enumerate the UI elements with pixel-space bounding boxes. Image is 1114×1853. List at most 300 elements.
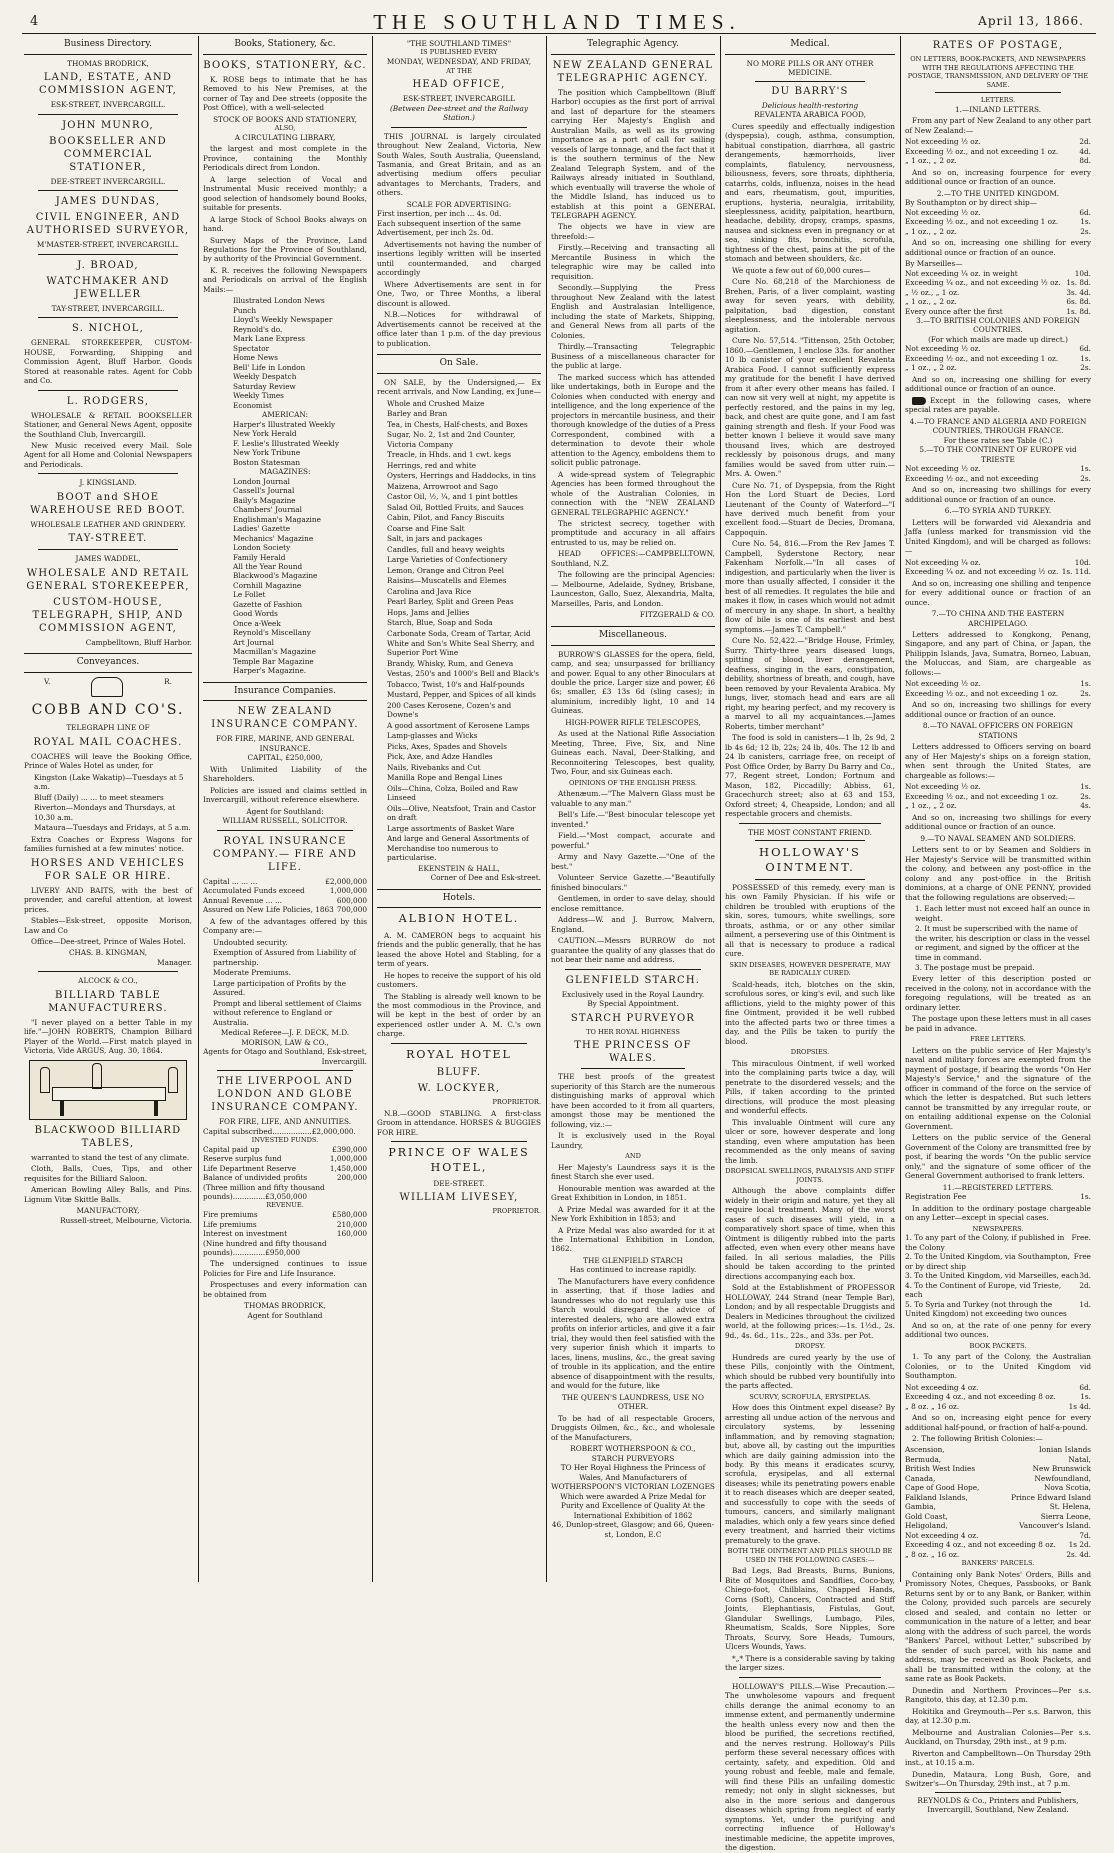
rate-heading: 4.—TO FRANCE AND ALGERIA AND FOREIGN COUNTRIES, THROUGH FRANCE. bbox=[909, 416, 1087, 436]
rate-row bbox=[905, 1192, 1091, 1201]
rate-body: 2. The following British Colonies:— bbox=[912, 1433, 1043, 1443]
rate-row bbox=[905, 227, 1091, 236]
press-opinion: Army and Navy Gazette.—"One of the best." bbox=[551, 852, 715, 871]
rate-heading: 9.—TO NAVAL SEAMEN AND SOLDIERS. bbox=[920, 833, 1076, 843]
coach-body: Stables—Esk-street, opposite Morison, Law and Co bbox=[24, 916, 192, 935]
newspaper-item: Weekly Despatch bbox=[233, 372, 297, 382]
rate-body: And so on, at the rate of one penny for every additional two ounces. bbox=[905, 1320, 1091, 1340]
colony-row bbox=[905, 1445, 1091, 1454]
rate-row-value: 1s. 8d. bbox=[1066, 306, 1091, 316]
goods-item: Large Varieties of Confectionery bbox=[387, 555, 508, 565]
rate-row bbox=[905, 1252, 1091, 1271]
ad-headline: CIVIL ENGINEER, AND AUTHORISED SURVEYOR, bbox=[26, 212, 190, 237]
rate-row-label: Exceeding ¼ oz., and not exceeding ½ oz. bbox=[905, 278, 1061, 288]
goods-item: Whole and Crushed Maize bbox=[387, 398, 485, 408]
goods-item: And large and General Assortments of Merchandise too numerous to particularise. bbox=[387, 834, 529, 863]
rate-heading: NEWSPAPERS. bbox=[972, 1224, 1024, 1233]
ad-subhead: DROPSIES. bbox=[790, 1048, 830, 1057]
rate-row bbox=[905, 147, 1091, 156]
newspaper-item: Lloyd's Weekly Newspaper bbox=[233, 315, 333, 325]
goods-item: Tobacco, Twist, 10's and Half-pounds bbox=[387, 679, 525, 689]
ad-subhead: SCALE FOR ADVERTISING: bbox=[406, 199, 512, 209]
ad-headline: DU BARRY'S bbox=[771, 85, 849, 97]
ad-name: J. KINGSLAND. bbox=[79, 478, 137, 488]
revenue-row-value: £580,000 bbox=[332, 1210, 367, 1220]
rate-row-label: Not exceeding ½ oz. bbox=[905, 464, 981, 474]
coach-headline: HORSES AND VEHICLES FOR SALE OR HIRE. bbox=[30, 857, 186, 882]
ad-subhead: CAPITAL, £250,000, bbox=[247, 753, 323, 763]
advantages-list bbox=[203, 938, 367, 1027]
hotel-proprietor-title: PROPRIETOR. bbox=[492, 1207, 541, 1216]
ad-name: S. NICHOL, bbox=[72, 323, 144, 335]
rate-table bbox=[905, 208, 1091, 236]
newspaper-item: Illustrated London News bbox=[233, 296, 325, 306]
rate-row bbox=[905, 208, 1091, 217]
funds-row-value: 200,000 bbox=[336, 1173, 367, 1183]
ad-body: The objects we have in view are threefold:— bbox=[551, 222, 715, 241]
rate-body: And so on, increasing one shilling for every additional ounce or fraction of an ounce. bbox=[905, 238, 1091, 257]
magazine-item: Blackwood's Magazine bbox=[233, 571, 318, 581]
ad-line: Delicious health-restoring bbox=[761, 100, 859, 110]
hotel-body: N.B.—GOOD STABLING. A first-class Groom in attendance. HORSES & BUGGIES FOR HIRE. bbox=[377, 1108, 541, 1137]
funds-row-label: Balance of undivided profits bbox=[203, 1173, 308, 1183]
rate-row-value: 2s. bbox=[1080, 363, 1091, 373]
goods-item: Coarse and Fine Salt bbox=[387, 523, 465, 533]
rate-row bbox=[905, 1300, 1091, 1319]
ad-line: WHOLESALE LEATHER AND GRINDERY. bbox=[30, 519, 186, 529]
advantage-item: Moderate Premiums. bbox=[213, 968, 291, 978]
rate-row-label: 1. To any part of the Colony, if published in the Colony bbox=[905, 1233, 1065, 1252]
rate-body: And so on, increasing two shillings for every additional ounce or fraction of an ounce. bbox=[905, 812, 1091, 832]
column-medical bbox=[725, 36, 895, 1853]
magazine-item: Cassell's Journal bbox=[233, 486, 295, 496]
ad-body: ON SALE, by the Undersigned,— Ex recent arrivals, and Now Landing, ex June— bbox=[377, 377, 541, 397]
rate-row-label: 2. To the United Kingdom, via Southampton, or by direct ship bbox=[905, 1252, 1070, 1271]
rate-row-value: 1s. bbox=[1080, 217, 1091, 227]
mail-departures-list bbox=[905, 1686, 1091, 1789]
goods-item: Candles, full and heavy weights bbox=[387, 544, 505, 554]
rate-table bbox=[905, 464, 1091, 483]
ad-subhead: THE GLENFIELD STARCH bbox=[583, 1255, 683, 1265]
ad-name: THOMAS BRODRICK, bbox=[67, 58, 149, 68]
ad-body: Address—W. and J. Burrow, Malvern, England. bbox=[551, 915, 715, 934]
coach-body: Office—Dee-street, Prince of Wales Hotel. bbox=[31, 937, 186, 946]
mail-departure: Dunedin, Mataura, Long Bush, Gore, and Switzer's—On Thursday, 29th inst., at 7 p.m. bbox=[905, 1769, 1091, 1789]
rate-row-label: Exceeding ½ oz., and not exceeding bbox=[905, 473, 1039, 483]
ad-headline: LAND, ESTATE, AND COMMISSION AGENT, bbox=[39, 72, 177, 97]
capital-row-label: Annual Revenue ... ... bbox=[203, 895, 282, 905]
rate-row bbox=[905, 679, 1091, 688]
magazine-item: Harper's Magazine. bbox=[233, 666, 307, 676]
rate-table bbox=[905, 137, 1091, 165]
coach-route: Riverton—Mondays and Thursdays, at 10.30 a.m. bbox=[34, 803, 176, 822]
ad-headline: STOCK OF BOOKS AND STATIONERY, bbox=[213, 114, 357, 124]
column-divider bbox=[546, 36, 547, 1582]
hotel-body: A. M. CAMERON begs to acquaint his friends and the public generally, that he has leased the above Hotel and Stabling, for a term of years. bbox=[377, 930, 541, 969]
ad-headline: THE PRINCESS OF WALES. bbox=[574, 1040, 692, 1065]
rate-row-label: „ 1 oz., „ 2 oz. bbox=[905, 226, 957, 236]
goods-item: Carbonate Soda, Cream of Tartar, Acid bbox=[387, 628, 531, 638]
ad-body: As used at the National Rifle Association Meeting, Three, Five, Six, and Nine Guineas each. Naval, Deer-Stalking, and Reconnoitering Telescopes, best quality, Two, Four, and six Guineas each. bbox=[551, 729, 715, 777]
coach-signature: CHAS. B. KINGMAN, bbox=[68, 948, 148, 958]
rate-row-value: 3s. 4d. bbox=[1066, 287, 1091, 297]
magazine-item: Chambers' Journal bbox=[233, 505, 302, 515]
goods-item: Mustard, Pepper, and Spices of all kinds bbox=[387, 690, 537, 700]
ad-body: The following are the principal Agencies:— Melbourne, Adelaide, Sydney, Brisbane, Launceston, Gallo, Suez, Alexandria, Malta, Marseilles, Paris, and London. bbox=[551, 570, 715, 608]
masthead bbox=[0, 0, 1114, 32]
magazine-item: Englishman's Magazine bbox=[233, 514, 321, 524]
goods-item: Oils—China, Colza, Boiled and Raw Linseed bbox=[387, 783, 519, 803]
rate-row-label: Exceeding 4 oz., and not exceeding 8 oz. bbox=[905, 1392, 1056, 1402]
rate-heading: 2.—TO THE UNITED KINGDOM. bbox=[936, 188, 1060, 198]
newspaper-item: Home News bbox=[233, 353, 279, 363]
funds-row bbox=[203, 1154, 367, 1163]
mail-departure: Riverton and Campbelltown—On Thursday 29th inst., at 10.15 a.m. bbox=[905, 1748, 1091, 1768]
section-header: Books, Stationery, &c. bbox=[203, 36, 367, 55]
rate-row-value: 2s. 4d. bbox=[1066, 1549, 1091, 1559]
rate-row-label: Exceeding ½ oz., and not exceeding 1 oz. bbox=[905, 688, 1059, 698]
goods-item: Nails, Rivebanks and Cut bbox=[387, 762, 481, 772]
revenue-row-value: 210,000 bbox=[336, 1219, 367, 1229]
ad-subhead: REVENUE. bbox=[266, 1201, 304, 1210]
billiard-quote: "I never played on a better Table in my life."—JOHN ROBERTS, Champion Billiard Player of the World.—First match played in Victoria, Vide ARGUS, Aug. 30, 1864. bbox=[24, 1017, 192, 1056]
capital-row bbox=[203, 896, 367, 905]
rate-row-label: „ ½ oz., „ 1 oz. bbox=[905, 287, 960, 297]
rate-row-label: Not exceeding 4 oz. bbox=[905, 1382, 979, 1392]
billiard-body: Cloth, Balls, Cues, Tips, and other requisites for the Billiard Saloon. bbox=[24, 1164, 192, 1183]
rate-row-label: „ 1 oz., „ 2 oz. bbox=[905, 801, 957, 811]
goods-item: Starch, Blue, Soap and Soda bbox=[387, 618, 493, 628]
rate-row bbox=[905, 269, 1091, 278]
colony-row-label: Gambia, bbox=[905, 1502, 936, 1512]
rate-row-value: 1s. bbox=[1080, 782, 1091, 792]
ad-address: Campbelltown, Bluff Harbor. bbox=[85, 637, 192, 647]
ad-headline: NO MORE PILLS OR ANY OTHER MEDICINE. bbox=[746, 58, 874, 78]
ad-body: CAUTION.—Messrs BURROW do not guarantee the quality of any glasses that do not bear their name and address. bbox=[551, 936, 715, 965]
colony-row-value: Prince Edward Island bbox=[1011, 1492, 1091, 1502]
magazine-item: Le Follet bbox=[233, 590, 266, 600]
ad-body: To be had of all respectable Grocers, Druggists Oilmen, &c., &c., and wholesale of the Manufacturers, bbox=[551, 1413, 715, 1442]
ad-body: Cure No. 71, of Dyspepsia, from the Right Hon the Lord Stuart de Decies, Lord Lieutenant of the County of Waterford—"I have derived much benefit from your excellent food.—Stuart de Decies, Dromana, Cappoquin. bbox=[725, 480, 895, 537]
rate-body: And so on, increasing one shilling and tenpence for every additional ounce or fraction of an ounce. bbox=[905, 578, 1091, 607]
ad-line: Agent for Southland: bbox=[246, 806, 324, 816]
rate-body: And so on, increasing eight pence for every additional half-pound, or fraction of half-a-pound. bbox=[905, 1413, 1091, 1432]
billiard-headline: BLACKWOOD BILLIARD TABLES, bbox=[34, 1124, 182, 1149]
goods-item: Vestas, 250's and 1000's Bell and Black's bbox=[387, 669, 540, 679]
rate-row bbox=[905, 689, 1091, 698]
ad-name: J. BROAD, bbox=[77, 259, 139, 271]
funds-table bbox=[203, 1145, 367, 1183]
press-opinion: Athenæum.—"The Malvern Glass must be valuable to any man." bbox=[551, 789, 715, 808]
ad-name: JOHN MUNRO, bbox=[62, 119, 154, 131]
goods-item: Large assortments of Basket Ware bbox=[387, 823, 515, 833]
goods-item: Picks, Axes, Spades and Shovels bbox=[387, 741, 507, 751]
colony-row-label: Gold Coast, bbox=[905, 1511, 948, 1521]
ad-address: TAY-STREET, INVERCARGILL. bbox=[51, 303, 165, 313]
ad-body: *„* There is a considerable saving by taking the larger sizes. bbox=[725, 1653, 895, 1673]
regulations-list bbox=[905, 904, 1091, 972]
ad-body: HOLLOWAY'S PILLS.—Wise Precaution.—The unwholesome vapours and frequent chills derange the animal economy to an immense extent, and permanently undermine the health unless every now and then the blood be purified, the secretions rectified, and the nerves restrung. Holloway's Pills perform these several necessary offices with certainty, safety, and expedition. Old and young robust and feeble, male and female, will find these Pills an unfailing domestic remedy; not only in slight sicknesses, but also in the more serious and dangerous diseases which spring from neglect of early symptoms. Yet, under the purifying and correcting influence of Holloway's inestimable medicine, the appetite improves, the digestion. bbox=[725, 1681, 895, 1853]
rate-row bbox=[905, 782, 1091, 791]
newspaper-item: Weekly Times bbox=[233, 391, 284, 401]
regulation-item: 2. It must be superscribed with the name of the writer, his description or class in the vessel or regiment, and signed by the officer at the time in command. bbox=[915, 924, 1090, 962]
rate-row-value: 1s 2d. bbox=[1068, 1540, 1091, 1550]
column-divider bbox=[198, 36, 199, 1582]
ad-line: Each subsequent insertion of the same Advertisement, per inch 2s. 0d. bbox=[377, 218, 521, 238]
rate-row bbox=[905, 474, 1091, 483]
newspaper-item: New York Tribune bbox=[233, 448, 301, 458]
goods-item: Treacle, in Hhds. and 1 cwt. kegs bbox=[387, 450, 511, 460]
goods-item: Lemon, Orange and Citron Peel bbox=[387, 565, 504, 575]
ad-address: DEE-STREET INVERCARGILL. bbox=[50, 176, 166, 186]
ad-address: M'MASTER-STREET, INVERCARGILL. bbox=[36, 240, 180, 250]
ad-line: AND bbox=[625, 1152, 641, 1161]
ad-body: The strictest secrecy, together with promptitude and accuracy in all affairs entrusted to us, may be relied on. bbox=[551, 519, 715, 547]
capital-row-label: Capital ... ... ... bbox=[203, 876, 258, 886]
rate-heading: 1.—INLAND LETTERS. bbox=[954, 104, 1042, 114]
ad-line: Exclusively used in the Royal Laundry. bbox=[561, 989, 705, 999]
ad-headline: REVALENTA ARABICA FOOD, bbox=[754, 110, 866, 120]
coach-title: COBB AND CO'S. bbox=[31, 702, 185, 719]
hotel-body: The Stabling is already well known to be the most commodious in the Province, and will be kept in the best of order by an experienced ostler under A. M. C.'s own charge. bbox=[377, 991, 541, 1039]
hotel-body: He hopes to receive the support of his old customers. bbox=[377, 970, 541, 990]
colony-row-label: Ascension, bbox=[905, 1445, 945, 1455]
rate-row bbox=[905, 278, 1091, 287]
rate-row-label: Not exceeding ¼ oz. bbox=[905, 557, 981, 567]
rate-row-value: 1s. bbox=[1080, 464, 1091, 474]
magazine-item: Art Journal bbox=[233, 637, 274, 647]
ad-line: AT THE bbox=[446, 66, 472, 75]
coach-route: Kingston (Lake Wakatip)—Tuesdays at 5 a.m. bbox=[34, 772, 184, 792]
rate-row-value: 10d. bbox=[1074, 268, 1091, 278]
page-number: 4 bbox=[30, 14, 39, 29]
rate-row-value: 4s. bbox=[1080, 801, 1091, 811]
rate-row-value: 6d. bbox=[1079, 207, 1091, 217]
colony-row-value: St. Helena, bbox=[1049, 1502, 1091, 1512]
newspaper-item: Mark Lane Express bbox=[233, 334, 305, 344]
goods-item: Manilla Rope and Bengal Lines bbox=[387, 773, 503, 783]
ad-headline: BOOT and SHOE WAREHOUSE RED BOOT. bbox=[30, 491, 186, 516]
hotel-subtitle: DEE-STREET. bbox=[433, 1178, 485, 1188]
magazine-item: Gazette of Fashion bbox=[233, 599, 303, 609]
goods-item: Sugar, No. 2, 1st and 2nd Counter, Victoria Company bbox=[387, 430, 516, 449]
ad-line: (Three million and fifty thousand pounds)..............£3,050,000 bbox=[203, 1182, 325, 1201]
ad-headline: CUSTOM-HOUSE, TELEGRAPH, SHIP, AND COMMISSION AGENT, bbox=[32, 596, 184, 634]
column-business-directory bbox=[24, 36, 192, 1582]
ad-headline: WATCHMAKER AND JEWELLER bbox=[46, 275, 170, 300]
colony-row-value: Vancouver's Island. bbox=[1019, 1521, 1091, 1531]
ad-subhead: SKIN DISEASES, HOWEVER DESPERATE, MAY BE RADICALLY CURED. bbox=[729, 960, 891, 978]
ad-body: Policies are issued and claims settled in Invercargill, without reference elsewhere. bbox=[203, 785, 367, 805]
rate-row bbox=[905, 1392, 1091, 1401]
capital-row-value: 700,000 bbox=[336, 905, 367, 915]
issue-date: April 13, 1866. bbox=[978, 14, 1084, 28]
ad-body: the largest and most complete in the Province, containing the Monthly Periodicals direct from London. bbox=[203, 144, 367, 173]
rate-row-label: Exceeding ½ oz., and not exceeding 1 oz. bbox=[905, 146, 1059, 156]
colony-row-value: Ionian Islands bbox=[1038, 1445, 1091, 1455]
rate-body: Every letter of this description posted or received in the colony, not in accordance with the foregoing regulations, will be treated as an ordinary letter. bbox=[905, 974, 1091, 1012]
rate-row bbox=[905, 344, 1091, 353]
ad-signature: STARCH PURVEYORS bbox=[591, 1453, 675, 1463]
billiard-name: ALCOCK & CO., bbox=[78, 976, 138, 986]
rate-row-value: 10d. bbox=[1074, 557, 1091, 567]
colony-row-value: Nova Scotia, bbox=[1044, 1483, 1091, 1493]
rate-row-label: Exceeding ¼ oz. and not exceeding ½ oz. bbox=[905, 567, 1059, 577]
rate-row-value: 1s. 11d. bbox=[1061, 567, 1091, 577]
rate-heading: BANKERS' PARCELS. bbox=[961, 1559, 1035, 1568]
goods-item: White and Son's White Seal Sherry, and Superior Port Wine bbox=[387, 639, 535, 658]
column-southland-times-sale-hotels bbox=[377, 36, 541, 1582]
ad-headline: HEAD OFFICE, bbox=[412, 79, 506, 91]
goods-item: Salt, in jars and packages bbox=[387, 534, 483, 544]
ad-body: Bad Legs, Bad Breasts, Burns, Bunions, Bite of Mosquitoes and Sandflies, Coco-bay, Chiego-foot, Chilblains, Chapped Hands, Corns (Soft), Cancers, Contracted and Stiff Joints, Elephantiasis, Fistulas, Gout, Glandular Swellings, Lumbago, Piles, Rheumatism, Scalds, Sore Nipples, Sore Throats, Scurvy, Sore Heads, Tumours, Ulcers Wounds, Yaws. bbox=[725, 1566, 895, 1652]
rate-row-label: Every ounce after the first bbox=[905, 306, 1003, 316]
rate-table bbox=[905, 1192, 1091, 1201]
magazine-item: Temple Bar Magazine bbox=[233, 656, 314, 666]
newspaper-title: THE SOUTHLAND TIMES. bbox=[373, 10, 741, 34]
coach-body: COACHES will leave the Booking Office, Prince of Wales Hotel as under, for bbox=[24, 751, 192, 771]
ad-body: N.B.—Notices for withdrawal of Advertisements cannot be received at the office later than 1 p.m. of the day previous to publication. bbox=[377, 310, 541, 348]
rate-heading: 8.—TO NAVAL OFFICERS ON FOREIGN STATIONS bbox=[922, 721, 1074, 740]
advantage-item: Undoubted security. bbox=[213, 937, 288, 947]
rate-row-label: Exceeding ½ oz., and not exceeding 1 oz. bbox=[905, 217, 1059, 227]
pointing-hand-icon bbox=[912, 397, 926, 405]
goods-item: Oils—Olive, Neatsfoot, Train and Castor on draft bbox=[387, 803, 536, 823]
rate-row-value: 4d. bbox=[1079, 146, 1091, 156]
ad-subhead: THE QUEEN'S LAUNDRESS, USE NO OTHER. bbox=[561, 1392, 705, 1412]
capital-row-label: Assured on New Life Policies, 1863 bbox=[203, 905, 334, 915]
revenue-row-label: Fire premiums bbox=[203, 1210, 258, 1220]
colony-row bbox=[905, 1512, 1091, 1521]
rate-row-value: 7d. bbox=[1079, 1530, 1091, 1540]
colonies-table bbox=[905, 1445, 1091, 1530]
mail-departure: Hokitika and Greymouth—Per s.s. Barwon, this day, at 12.30 p.m. bbox=[905, 1706, 1091, 1726]
magazine-item: London Society bbox=[233, 543, 291, 553]
ad-line: ESK-STREET, INVERCARGILL bbox=[402, 94, 516, 104]
rate-row bbox=[905, 1540, 1091, 1549]
newspaper-item: Bell' Life in London bbox=[233, 362, 306, 372]
ad-headline: WHOLESALE AND RETAIL GENERAL STOREKEEPER, bbox=[26, 567, 190, 592]
ad-body: The food is sold in canisters—1 lb, 2s 9d, 2 lb 4s 6d; 12 lb, 22s; 24 lb, 40s. The 12 lb and 24 lb canisters, carriage free, on receipt of Post Office Order, by Barry Du Barry and Co., 77, Regent street, London; Fortnum and Mason, 182, Piccadilly; Abbiss, 61, Gracechurch street; also at 63 and 153, Oxford street; 4, Cheapside, London; and all respectable grocers and chemists. bbox=[725, 733, 895, 819]
rate-row-value: 1s. bbox=[1080, 1392, 1091, 1402]
goods-item: Barley and Bran bbox=[387, 409, 448, 419]
goods-item: Pick, Axe, and Adze Handles bbox=[387, 752, 493, 762]
magazine-item: Good Words bbox=[233, 609, 278, 619]
ad-address: ESK-STREET, INVERCARGILL. bbox=[50, 100, 166, 110]
ad-body: Thirdly.—Transacting Telegraphic Business of a miscellaneous character for the public at large. bbox=[551, 342, 715, 371]
newspaper-item: Saturday Review bbox=[233, 381, 296, 391]
rate-heading: 11.—REGISTERED LETTERS. bbox=[942, 1182, 1054, 1192]
section-header: Hotels. bbox=[377, 889, 541, 909]
goods-item: Hops, Jams and Jellies bbox=[387, 607, 470, 617]
colony-row-label: Heligoland, bbox=[905, 1521, 948, 1531]
rate-row bbox=[905, 1233, 1091, 1252]
coach-subtitle: ROYAL MAIL COACHES. bbox=[33, 736, 183, 748]
capital-table bbox=[203, 877, 367, 915]
rate-row-label: „ 1 oz., „ 2 oz. bbox=[905, 156, 957, 166]
rate-body: And so on, increasing one shilling for every additional ounce or fraction of an ounce. bbox=[905, 374, 1091, 394]
section-header: Telegraphic Agency. bbox=[551, 36, 715, 55]
postage-subtitle: ON LETTERS, BOOK-PACKETS, AND NEWSPAPERS WITH THE REGULATIONS AFFECTING THE POSTAGE, TRANSMISSION, AND DELIVERY OF THE SAME. bbox=[907, 55, 1089, 89]
rate-row-value: 6d. bbox=[1079, 1382, 1091, 1392]
goods-item: A good assortment of Kerosene Lamps bbox=[387, 720, 530, 730]
colony-row bbox=[905, 1483, 1091, 1492]
ad-body: The marked success which has attended like undertakings, both in Europe and the Colonies when conducted with energy and intelligence, and the long experience of the projectors in mercantile business, and their thorough knowledge of the duties of a Press Correspondent, combined with a determination to devote their whole attention to the Agency, emboldens them to solicit public patronage. bbox=[551, 372, 715, 468]
regulation-item: 3. The postage must be prepaid. bbox=[915, 962, 1035, 972]
revenue-table bbox=[203, 1210, 367, 1238]
magazine-item: Reynold's Miscellany bbox=[233, 628, 311, 638]
colony-row-value: Sierra Leone, bbox=[1040, 1511, 1091, 1521]
section-header: Miscellaneous. bbox=[551, 626, 715, 646]
rate-row-value: 2s. bbox=[1080, 688, 1091, 698]
ad-body: Cure No. 57,514. "Tittenson, 25th October, 1860.—Gentlemen, I enclose 33s. for another 10 lb canister of your excellent Revalenta Arabica Food. I cannot sufficiently express my gratitude for the benefit I have derived from it after every other means has failed. I can now sit very well at night, my appetite is perfectly restored, and the pains in my leg, back, and chest are quite gone, and I am fast gaining strength and flesh. If your Food was better known I believe it would save many thousand lives, which are destroyed recklessly by poisonous drugs, and many families would be saved from utter ruin.—Mrs. A. Owen." bbox=[725, 336, 895, 479]
ad-body: A large Stock of School Books always on hand. bbox=[203, 214, 367, 234]
ad-body: How does this Ointment expel disease? By arresting all undue action of the nervous and circulatory systems, by lessening inflammation, and by removing stagnation; but, above all, by casting out the impurities which are daily gaining admission into the body. By this means it eradicates scurvy, scrofula, erysipelas, and all external diseases; while its penetrating powers enable it to reach diseases which are deeper seated, and successfully to cope with the seeds of tumours, cancers, and similarly malignant maladies, which only a few years since defied every treatment, and harried their victims prematurely to the grave. bbox=[725, 1403, 895, 1545]
capital-row-label: Accumulated Funds exceed bbox=[203, 886, 305, 896]
rate-table bbox=[905, 782, 1091, 810]
rate-row-value: 1s 4d. bbox=[1068, 1401, 1091, 1411]
rate-row-label: 4. To the Continent of Europe, vid Trieste, each bbox=[905, 1280, 1062, 1300]
coach-route: Bluff (Daily) ... ... to meet steamers bbox=[34, 792, 164, 802]
hotel-proprietor: W. LOCKYER, bbox=[417, 1083, 501, 1095]
column-divider bbox=[900, 36, 901, 1582]
ad-line: Agents for Otago and Southland, Esk-street, Invercargill. bbox=[203, 1047, 367, 1066]
ad-body: Although the above complaints differ widely in their origin and nature, yet they all require local treatment. Many of the worst cases of such diseases will yield, in a comparatively short space of time, when this Ointment is diligently rubbed into the parts affected, even when every other means have failed. In all serious maladies, the Pills should be taken according to the printed directions accompanying each box. bbox=[725, 1186, 895, 1281]
ad-headline: A CIRCULATING LIBRARY, bbox=[234, 132, 336, 142]
ad-body: HEAD OFFICES:—CAMPBELLTOWN, Southland, N.Z. bbox=[551, 549, 715, 568]
american-list bbox=[203, 420, 367, 467]
revenue-row bbox=[203, 1220, 367, 1229]
rate-row-label: Not exceeding ½ oz. bbox=[905, 679, 981, 689]
ad-name: L. RODGERS, bbox=[66, 395, 150, 407]
rate-table bbox=[905, 558, 1091, 577]
rate-table bbox=[905, 344, 1091, 372]
hotel-title: PRINCE OF WALES HOTEL, bbox=[388, 1146, 530, 1174]
rate-row-label: „ 1 oz., „ 2 oz. bbox=[905, 297, 957, 307]
masthead-rule bbox=[22, 33, 1096, 34]
rate-body: By Southampton or by direct ship— bbox=[905, 198, 1038, 208]
colony-row-value: New Brunswick bbox=[1032, 1464, 1091, 1474]
mail-departure: Melbourne and Australian Colonies—Per s.s. Auckland, on Thursday, 29th inst., at 9 p.m. bbox=[905, 1727, 1091, 1747]
rate-row-value: 1d. bbox=[1079, 1299, 1091, 1309]
billiard-body: American Bowling Alley Balls, and Pins. Lignum Vitæ Skittle Balls. bbox=[24, 1185, 192, 1204]
ad-headline: STARCH PURVEYOR bbox=[570, 1012, 696, 1024]
ad-signature: ROBERT WOTHERSPOON & CO., bbox=[570, 1444, 696, 1454]
magazine-list bbox=[203, 477, 367, 676]
ad-body: K. R. receives the following Newspapers and Periodicals on arrival of the English Mails:— bbox=[203, 265, 367, 294]
ad-line: Medical Referee—J. F. DECK, M.D. bbox=[220, 1028, 350, 1038]
rate-row-label: „ 8 oz. „ 16 oz. bbox=[905, 1401, 960, 1411]
ad-body: We quote a few out of 60,000 cures— bbox=[732, 265, 871, 275]
ad-body: THE best proofs of the greatest superiority of this Starch are the numerous distinguishing marks of approval which have been accorded to it from all quarters, amongst those may be mentioned the following, viz.:— bbox=[551, 1072, 715, 1129]
rate-row bbox=[905, 1271, 1091, 1280]
rate-row-label: Not exceeding ½ oz. bbox=[905, 782, 981, 792]
ad-body: Hundreds are cured yearly by the use of these Pills, conjointly with the Ointment, which should be rubbed very bountifully into the parts affected. bbox=[725, 1352, 895, 1391]
funds-row bbox=[203, 1173, 367, 1182]
rate-body: Letters will be forwarded vid Alexandria and Jaffa (unless marked for transmission vid the United Kingdom), and will be charged as follows:— bbox=[905, 517, 1091, 556]
rate-row-label: Not exceeding ½ oz. bbox=[905, 344, 981, 354]
ad-body: Cure No. 54, 816.—From the Rev James T. Campbell, Syderstone Rectory, near Fakenham Norfolk.—"In all cases of indigestion, and particularly when the liver is more than usually affected, I consider it the best of all remedies. It regulates the bile and makes it flow, in cases which would not admit of mercury in any shape. In short, a healthy flow of bile is one of its earliest and best symptoms.—James T. Campbell." bbox=[725, 539, 895, 634]
advantage-item: Exemption of Assured from Liability of partnership. bbox=[213, 948, 357, 967]
rate-row-label: Exceeding ½ oz., and not exceeding 1 oz. bbox=[905, 353, 1059, 363]
list-heading: AMERICAN: bbox=[262, 410, 308, 420]
newspaper-item: Reynold's do. bbox=[233, 324, 283, 334]
rate-row bbox=[905, 1281, 1091, 1300]
goods-item: Salad Oil, Bottled Fruits, and Sauces bbox=[387, 502, 524, 512]
colony-row-label: British West Indies bbox=[905, 1464, 976, 1474]
postage-title: RATES OF POSTAGE, bbox=[932, 40, 1064, 51]
colony-row-label: Canada, bbox=[905, 1473, 936, 1483]
